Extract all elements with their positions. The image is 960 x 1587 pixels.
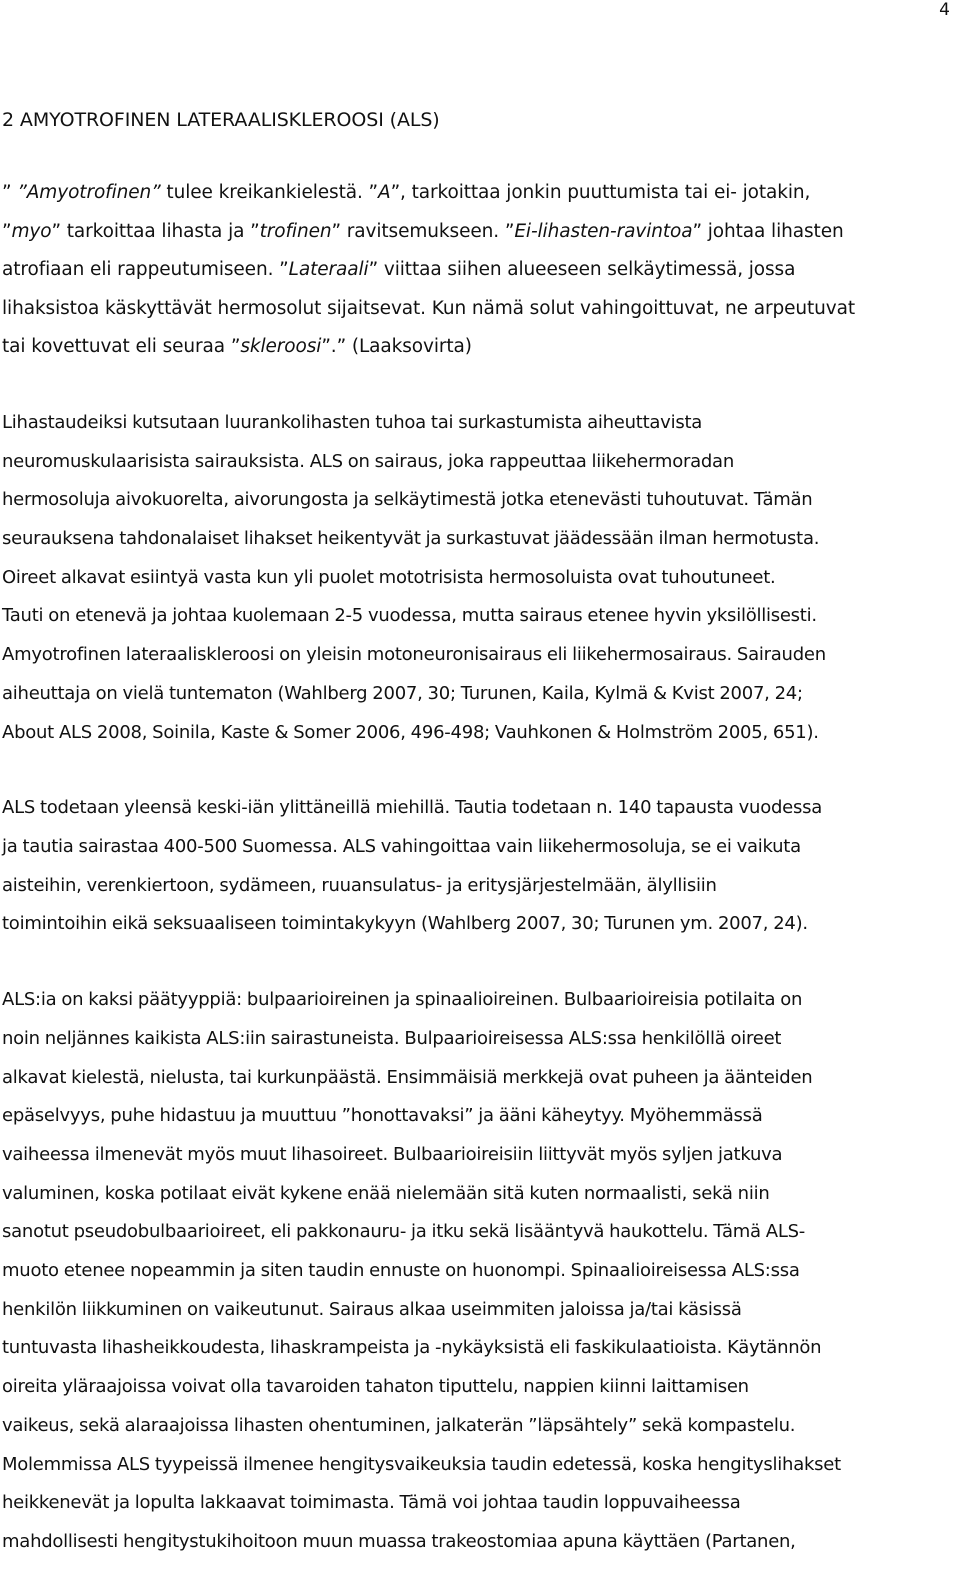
paragraph-epidemiology [2,789,952,944]
italic-term: ”Amyotrofinen” [17,182,161,203]
text-run: aisteihin, verenkiertoon, sydämeen, ruuansulatus- ja eritysjärjestelmään, älyllisiin [2,874,717,896]
text-line [2,1097,952,1136]
text-line [2,1136,952,1175]
italic-term: skleroosi [240,336,322,358]
text-run: aiheuttaja on vielä tuntematon (Wahlberg 2007, 30; Turunen, Kaila, Kylmä & Kvist 2007, 24; [2,682,803,704]
text-line [2,481,952,520]
text-line [2,1484,952,1523]
text-run: ”.” (Laaksovirta) [321,336,472,358]
text-line [2,1329,952,1368]
paragraph-etymology [2,174,952,367]
italic-term: trofinen [259,220,332,242]
text-line [2,1291,952,1330]
section-heading: 2 AMYOTROFINEN LATERAALISKLEROOSI (ALS) [2,109,440,131]
text-run: seurauksena tahdonalaiset lihakset heikentyvät ja surkastuvat jäädessään ilman hermotusta. [2,528,820,550]
text-run: ” [2,220,12,242]
italic-term: A [378,182,391,203]
text-run: vaikeus, sekä alaraajoissa lihasten ohentuminen, jalkaterän ”läpsähtely” sekä kompastelu. [2,1414,796,1436]
text-run: mahdollisesti hengitystukihoitoon muun muassa trakeostomiaa apuna käyttäen (Partanen, [2,1530,796,1552]
text-run: About ALS 2008, Soinila, Kaste & Somer 2006, 496-498; Vauhkonen & Holmström 2005, 651). [2,721,819,743]
text-run: Molemmissa ALS tyypeissä ilmenee hengitysvaikeuksia taudin edetessä, koska hengityslihakset [2,1453,841,1475]
text-run: toimintoihin eikä seksuaaliseen toimintakykyyn (Wahlberg 2007, 30; Turunen ym. 2007, 24). [2,913,808,935]
text-line [2,1446,952,1485]
text-run: tai kovettuvat eli seuraa ” [2,336,241,358]
text-line [2,328,952,367]
text-line [2,559,952,598]
text-line [2,1213,952,1252]
text-line [2,1059,952,1098]
text-run: ALS:ia on kaksi päätyyppiä: bulpaarioireinen ja spinaalioireinen. Bulbaarioireisia potilaita on [2,989,803,1011]
text-line [2,404,952,443]
text-run: tuntuvasta lihasheikkoudesta, lihaskrampeista ja -nykäyksistä eli faskikulaatioista. Käytännön [2,1337,822,1359]
text-line [2,828,952,867]
text-run: epäselvyys, puhe hidastuu ja muuttuu ”honottavaksi” ja ääni käheytyy. Myöhemmässä [2,1105,763,1127]
text-run: hermosoluja aivokuorelta, aivorungosta ja selkäytimestä jotka etenevästi tuhoutuvat. Tämän [2,489,813,511]
text-run: valuminen, koska potilaat eivät kykene enää nielemään sitä kuten normaalisti, sekä niin [2,1182,770,1204]
text-line [2,636,952,675]
text-run: ”, tarkoittaa jonkin puuttumista tai ei- jotakin, [390,182,811,203]
text-run: ” viittaa siihen alueeseen selkäytimessä, jossa [368,259,796,281]
text-run: ” ravitsemukseen. ” [331,220,515,242]
text-run: Tauti on etenevä ja johtaa kuolemaan 2-5 vuodessa, mutta sairaus etenee hyvin yksilöllisesti. [2,605,817,627]
text-run: sanotut pseudobulbaarioireet, eli pakkonauru- ja itku sekä lisääntyvä haukottelu. Tämä ALS- [2,1221,806,1243]
text-line [2,1523,952,1562]
text-run: ” [2,182,18,203]
text-run: atrofiaan eli rappeutumiseen. ” [2,259,289,281]
text-line [2,1175,952,1214]
text-run: Oireet alkavat esiintyä vasta kun yli puolet mototrisista hermosoluista ovat tuhoutuneet. [2,566,776,588]
text-line [2,174,952,213]
text-run: alkavat kielestä, nielusta, tai kurkunpäästä. Ensimmäisiä merkkejä ovat puheen ja äänteiden [2,1066,813,1088]
text-run: oireita yläraajoissa voivat olla tavaroiden tahaton tiputtelu, nappien kiinni laittamisen [2,1376,749,1398]
text-run: neuromuskulaarisista sairauksista. ALS on sairaus, joka rappeuttaa liikehermoradan [2,450,734,472]
text-run: Amyotrofinen lateraaliskleroosi on yleisin motoneuronisairaus eli liikehermosairaus. Sairauden [2,644,826,666]
text-line [2,867,952,906]
text-line [2,714,952,753]
text-line [2,213,952,252]
text-line [2,1407,952,1446]
text-run: vaiheessa ilmenevät myös muut lihasoireet. Bulbaarioireisiin liittyvät myös syljen jatkuva [2,1143,783,1165]
text-run: muoto etenee nopeammin ja siten taudin ennuste on huonompi. Spinaalioireisessa ALS:ssa [2,1260,800,1282]
text-line [2,443,952,482]
italic-term: Ei-lihasten-ravintoa [514,220,693,242]
text-run: ALS todetaan yleensä keski-iän ylittäneillä miehillä. Tautia todetaan n. 140 tapausta vuodessa [2,797,823,819]
italic-term: myo [11,220,52,242]
text-run: tulee kreikankielestä. ” [160,182,379,203]
paragraph-types [2,981,952,1562]
text-run: Lihastaudeiksi kutsutaan luurankolihasten tuhoa tai surkastumista aiheuttavista [2,411,703,433]
text-run: henkilön liikkuminen on vaikeutunut. Sairaus alkaa useimmiten jaloissa ja/tai käsissä [2,1298,742,1320]
text-line [2,1252,952,1291]
text-run: noin neljännes kaikista ALS:iin sairastuneista. Bulpaarioireisessa ALS:ssa henkilöllä oireet [2,1027,782,1049]
text-run: lihaksistoa käskyttävät hermosolut sijaitsevat. Kun nämä solut vahingoittuvat, ne arpeutuvat [2,297,856,319]
text-line [2,789,952,828]
paragraph-definition [2,404,952,752]
text-run: heikkenevät ja lopulta lakkaavat toimimasta. Tämä voi johtaa taudin loppuvaiheessa [2,1492,741,1514]
page-number: 4 [939,0,950,20]
text-line [2,290,952,329]
text-run: ” tarkoittaa lihasta ja ” [51,220,260,242]
italic-term: Lateraali [288,259,369,281]
text-line [2,1368,952,1407]
text-line [2,981,952,1020]
document-body [2,104,952,1562]
text-line [2,520,952,559]
text-run: ” johtaa lihasten [692,220,844,242]
text-line [2,675,952,714]
text-line [2,1020,952,1059]
text-line [2,905,952,944]
text-run: ja tautia sairastaa 400-500 Suomessa. ALS vahingoittaa vain liikehermosoluja, se ei vaikuta [2,836,801,857]
text-line [2,251,952,290]
text-line [2,597,952,636]
